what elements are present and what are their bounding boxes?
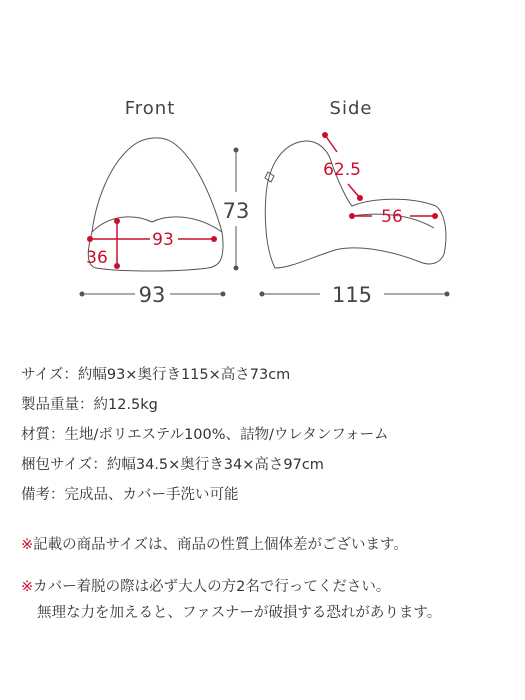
dimension-diagram bbox=[0, 0, 525, 340]
spec-remarks: 備考：完成品、カバー手洗い可能 bbox=[21, 487, 239, 503]
front-inner-height-dot-top bbox=[114, 218, 120, 224]
side-seat-depth-dot-right bbox=[432, 213, 438, 219]
front-inner-height-dot-bottom bbox=[114, 263, 120, 269]
front-height-label: 73 bbox=[222, 199, 250, 223]
note-zipper-warning: 無理な力を加えると、ファスナーが破損する恐れがあります。 bbox=[37, 605, 442, 621]
note-size-variance bbox=[21, 532, 441, 558]
side-view-title: Side bbox=[329, 98, 373, 119]
side-back-length-dot-top bbox=[322, 132, 328, 138]
front-width-label: 93 bbox=[138, 283, 166, 307]
note-mark: ※ bbox=[21, 579, 34, 595]
front-view-title: Front bbox=[124, 98, 176, 119]
side-back-length-dot-bottom bbox=[357, 195, 363, 201]
front-view-outline bbox=[88, 138, 223, 271]
spec-list bbox=[21, 360, 389, 510]
spec-weight: 製品重量：約12.5kg bbox=[21, 397, 158, 413]
front-height-dot-bottom bbox=[234, 266, 239, 271]
notes bbox=[21, 532, 441, 626]
front-inner-height-label: 36 bbox=[86, 248, 108, 268]
side-seat-depth-label: 56 bbox=[381, 207, 403, 227]
front-inner-width-dot-right bbox=[211, 236, 217, 242]
front-width-dot-left bbox=[80, 292, 85, 297]
spec-material: 材質：生地/ポリエステル100%、詰物/ウレタンフォーム bbox=[21, 427, 389, 443]
note-text: カバー着脱の際は必ず大人の方2名で行ってください。 bbox=[33, 579, 391, 595]
note-text: 記載の商品サイズは、商品の性質上個体差がございます。 bbox=[33, 537, 408, 553]
side-width-label: 115 bbox=[331, 283, 373, 307]
note-mark: ※ bbox=[21, 537, 34, 553]
spec-size: サイズ：約幅93×奥行き115×高さ73cm bbox=[21, 367, 291, 383]
side-width-dot-left bbox=[260, 292, 265, 297]
front-height-dot-top bbox=[234, 148, 239, 153]
front-inner-width-label: 93 bbox=[152, 230, 174, 250]
front-inner-width-dot-left bbox=[87, 236, 93, 242]
front-width-dot-right bbox=[221, 292, 226, 297]
note-cover-removal bbox=[21, 574, 441, 600]
side-seat-depth-dot-left bbox=[349, 213, 355, 219]
side-back-length-label: 62.5 bbox=[323, 160, 361, 180]
side-width-dot-right bbox=[445, 292, 450, 297]
spec-package-size: 梱包サイズ：約幅34.5×奥行き34×高さ97cm bbox=[21, 457, 324, 473]
side-back-length-line-top bbox=[325, 135, 337, 152]
